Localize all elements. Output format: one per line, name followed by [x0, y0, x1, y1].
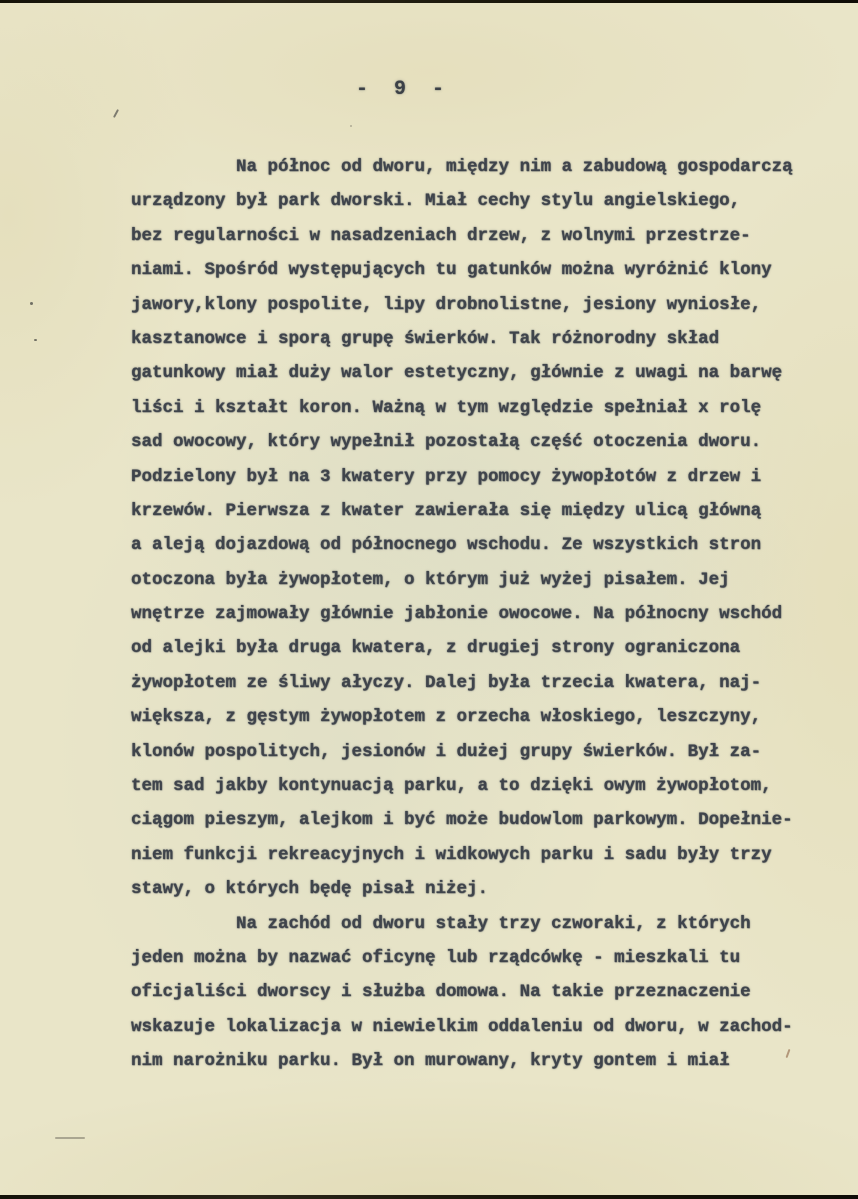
text-line: krzewów. Pierwsza z kwater zawierała się między ulicą główną [131, 500, 762, 521]
ink-speck [350, 125, 352, 127]
text-line: wnętrze zajmowały głównie jabłonie owocowe. Na północny wschód [131, 604, 783, 625]
text-line: Na zachód od dworu stały trzy czworaki, z których [131, 913, 751, 934]
text-line: urządzony był park dworski. Miał cechy stylu angielskiego, [131, 191, 741, 212]
text-line: oficjaliści dworscy i służba domowa. Na takie przeznaczenie [131, 982, 751, 1003]
text-line: większa, z gęstym żywopłotem z orzecha włoskiego, leszczyny, [131, 707, 762, 728]
text-line: nim narożniku parku. Był on murowany, kryty gontem i miał [131, 1051, 730, 1072]
text-line: Na północ od dworu, między nim a zabudową gospodarczą [131, 157, 793, 177]
text-line: od alejki była druga kwatera, z drugiej strony ograniczona [131, 638, 741, 659]
pencil-mark [55, 1137, 85, 1139]
text-line: Podzielony był na 3 kwatery przy pomocy żywopłotów z drzew i [131, 466, 762, 487]
text-line: liści i kształt koron. Ważną w tym względzie spełniał x rolę [131, 397, 762, 418]
text-line: niami. Spośród występujących tu gatunków można wyróżnić klony [131, 260, 772, 281]
text-line: otoczona była żywopłotem, o którym już wyżej pisałem. Jej [131, 569, 730, 590]
ink-speck [113, 109, 119, 118]
text-line: niem funkcji rekreacyjnych i widkowych parku i sadu były trzy [131, 844, 772, 865]
text-line: jawory,klony pospolite, lipy drobnolistne, jesiony wyniosłe, [131, 294, 762, 315]
text-line: kasztanowce i sporą grupę świerków. Tak różnorodny skład [131, 328, 720, 349]
scan-edge-bottom [0, 1195, 858, 1199]
text-line: ciągom pieszym, alejkom i być może budowlom parkowym. Dopełnie- [131, 810, 793, 831]
ink-speck [34, 339, 37, 341]
typewritten-text-body [131, 150, 821, 1079]
text-line: tem sad jakby kontynuacją parku, a to dzięki owym żywopłotom, [131, 776, 772, 797]
text-line: żywopłotem ze śliwy ałyczy. Dalej była trzecia kwatera, naj- [131, 672, 762, 693]
text-line: bez regularności w nasadzeniach drzew, z wolnymi przestrze- [131, 225, 751, 246]
text-line: klonów pospolitych, jesionów i dużej grupy świerków. Był za- [131, 741, 762, 762]
page-number: - 9 - [356, 78, 445, 101]
text-line: stawy, o których będę pisał niżej. [131, 879, 489, 900]
ink-speck [30, 302, 33, 305]
text-line: sad owocowy, który wypełnił pozostałą część otoczenia dworu. [131, 432, 762, 453]
text-line: gatunkowy miał duży walor estetyczny, głównie z uwagi na barwę [131, 363, 783, 384]
text-line: a aleją dojazdową od północnego wschodu. Ze wszystkich stron [131, 535, 762, 556]
text-line: jeden można by nazwać oficynę lub rządcówkę - mieszkali tu [131, 947, 741, 968]
text-line: wskazuje lokalizacja w niewielkim oddaleniu od dworu, w zachod- [131, 1016, 793, 1037]
scan-edge-top [0, 0, 858, 3]
